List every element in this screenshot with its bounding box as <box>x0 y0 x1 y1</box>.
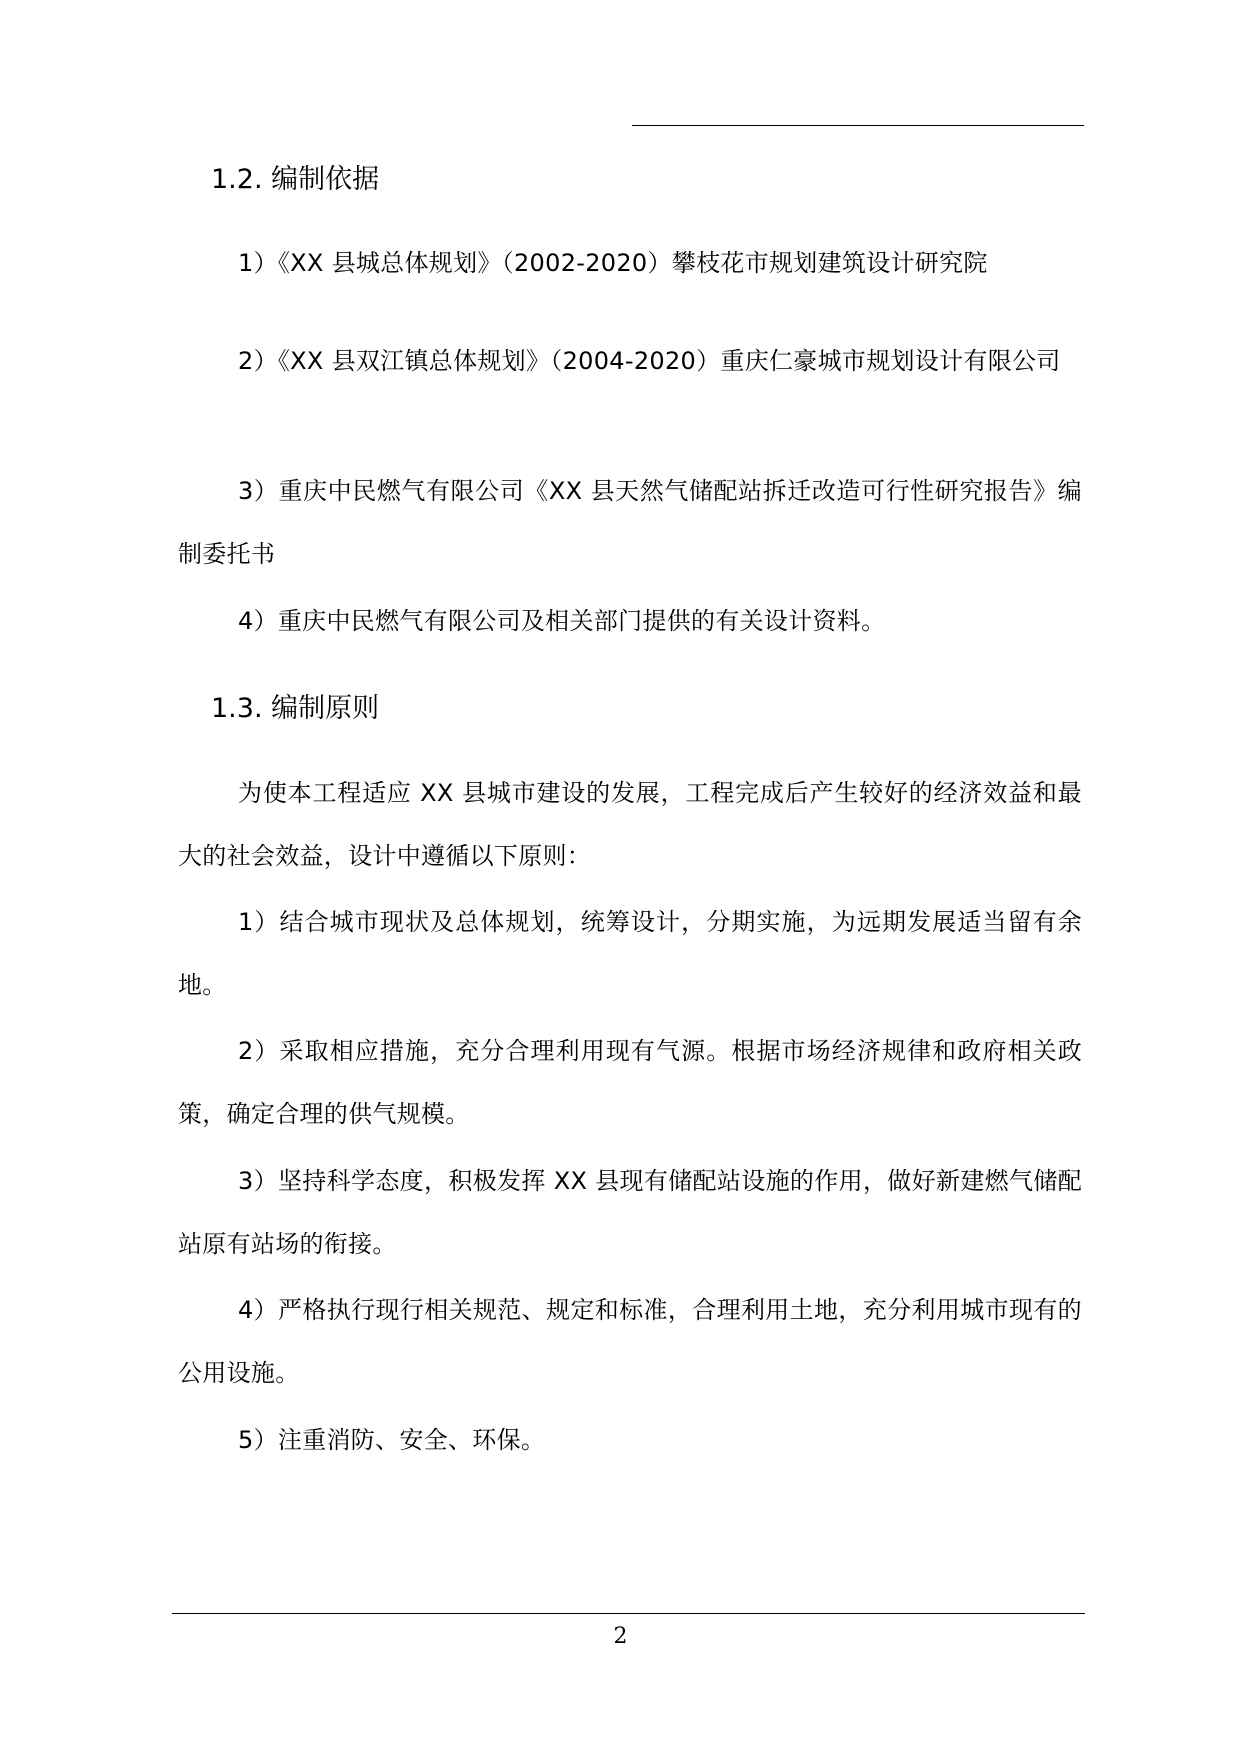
basis-item-3: 3）重庆中民燃气有限公司《XX 县天然气储配站拆迁改造可行性研究报告》编制委托书 <box>178 477 1082 568</box>
principle-item-5: 5）注重消防、安全、环保。 <box>238 1426 546 1454</box>
basis-item-4: 4）重庆中民燃气有限公司及相关部门提供的有关设计资料。 <box>238 607 886 635</box>
page-number: 2 <box>613 1624 628 1649</box>
principle-item-2: 2）采取相应措施，充分合理利用现有气源。根据市场经济规律和政府相关政策，确定合理的供气规模。 <box>178 1037 1082 1128</box>
section-heading-principles: 1.3. 编制原则 <box>211 693 380 724</box>
principle-item-4: 4）严格执行现行相关规范、规定和标准，合理利用土地，充分利用城市现有的公用设施。 <box>178 1296 1082 1387</box>
header-rule <box>632 125 1084 126</box>
footer-rule <box>172 1613 1085 1614</box>
section-heading-basis: 1.2. 编制依据 <box>211 164 380 195</box>
principle-item-3: 3）坚持科学态度，积极发挥 XX 县现有储配站设施的作用，做好新建燃气储配站原有站场的衔接。 <box>178 1167 1082 1258</box>
basis-item-1: 1）《XX 县城总体规划》（2002-2020）攀枝花市规划建筑设计研究院 <box>238 249 988 277</box>
principle-item-1: 1）结合城市现状及总体规划，统筹设计，分期实施，为远期发展适当留有余地。 <box>178 908 1082 999</box>
principles-intro: 为使本工程适应 XX 县城市建设的发展，工程完成后产生较好的经济效益和最大的社会效益，设计中遵循以下原则： <box>178 779 1082 870</box>
basis-item-2: 2）《XX 县双江镇总体规划》（2004-2020）重庆仁豪城市规划设计有限公司 <box>238 347 1061 375</box>
